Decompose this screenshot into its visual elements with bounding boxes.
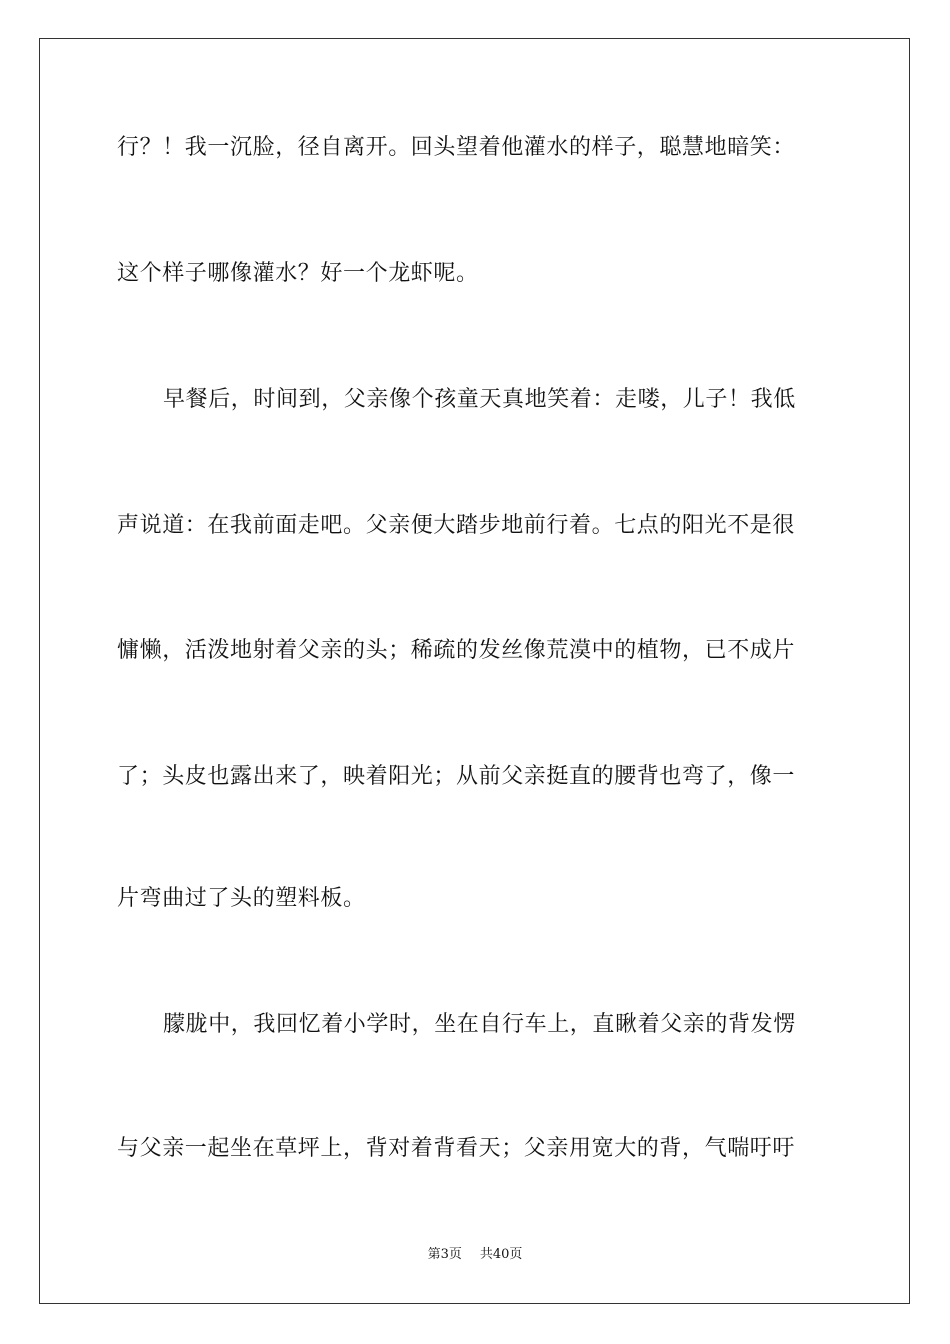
text-line: 行？！我一沉脸，径自离开。回头望着他灌水的样子，聪慧地暗笑： xyxy=(117,135,796,160)
text-line: 片弯曲过了头的塑料板。 xyxy=(117,886,366,911)
text-line: 与父亲一起坐在草坪上，背对着背看天；父亲用宽大的背，气喘吁吁 xyxy=(117,1136,796,1161)
text-line: 了；头皮也露出来了，映着阳光；从前父亲挺直的腰背也弯了，像一 xyxy=(117,764,796,789)
page-frame xyxy=(39,38,910,1304)
paragraph-start-line: 朦胧中，我回忆着小学时，坐在自行车上，直瞅着父亲的背发愣 xyxy=(163,1012,796,1037)
page-number: 第3页 xyxy=(427,1247,462,1262)
page-footer xyxy=(0,1247,950,1263)
page-total: 共40页 xyxy=(479,1247,523,1262)
text-line: 这个样子哪像灌水？好一个龙虾呢。 xyxy=(117,261,479,286)
text-line: 慵懒，活泼地射着父亲的头；稀疏的发丝像荒漠中的植物，已不成片 xyxy=(117,638,796,663)
paragraph-start-line: 早餐后，时间到，父亲像个孩童天真地笑着：走喽，儿子！我低 xyxy=(163,387,796,412)
text-line: 声说道：在我前面走吧。父亲便大踏步地前行着。七点的阳光不是很 xyxy=(117,513,796,538)
